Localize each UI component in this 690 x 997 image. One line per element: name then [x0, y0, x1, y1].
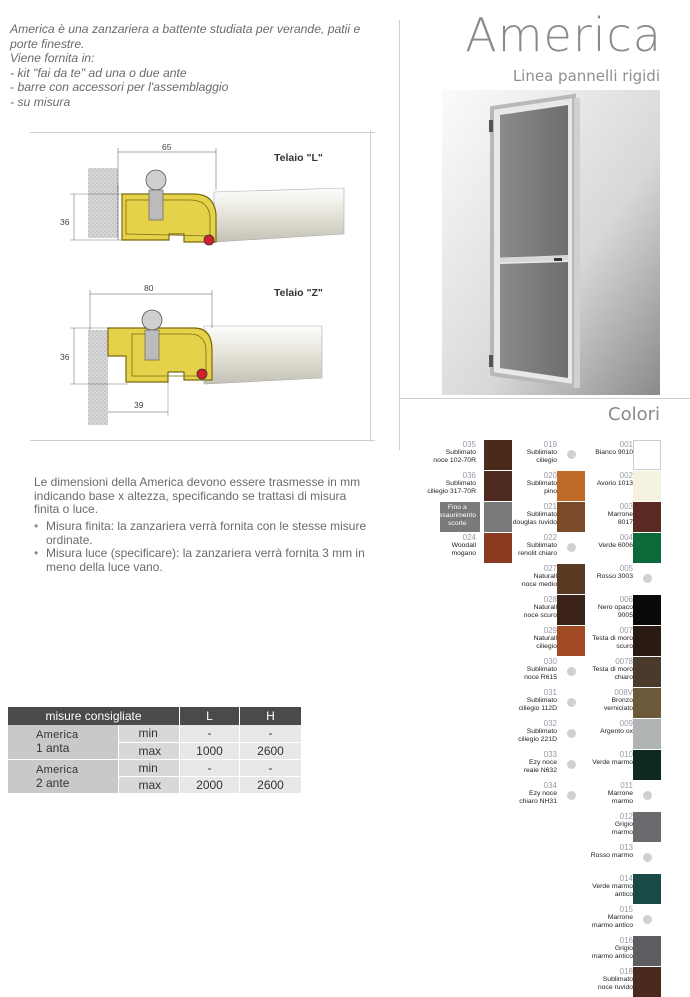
technical-drawing: [44, 130, 366, 440]
color-name: Sublimato noce 102-70R: [433, 449, 476, 464]
table-cell: -: [180, 759, 240, 776]
color-item: [529, 936, 633, 966]
color-item: [529, 502, 633, 532]
color-code: 032: [543, 719, 557, 728]
color-name: Sublimato noce R615: [524, 666, 557, 681]
recommended-measures-table: [8, 707, 302, 794]
color-name: Ezy noce chiaro NH31: [519, 790, 557, 805]
table-cell: 2000: [180, 776, 240, 793]
divider: [399, 20, 400, 450]
dimensions-paragraph: Le dimensioni della America devono essere trasmesse in mm indicando base x altezza, specificando se trattasi di misura finita o luce.: [34, 475, 361, 516]
color-name: Verde marmo antico: [592, 883, 633, 898]
color-item: [529, 626, 633, 656]
color-name: Sublimato renolit chiaro: [518, 542, 557, 557]
table-cell: 2600: [240, 776, 302, 793]
color-swatch: [633, 750, 661, 780]
door-photo: [442, 90, 660, 395]
color-swatch: [633, 440, 661, 470]
color-item: [529, 843, 633, 873]
color-code: 031: [543, 688, 557, 697]
color-code: 028: [543, 595, 557, 604]
color-name: Fino a esaurimento scorte: [438, 504, 476, 527]
profile-drawing: [44, 130, 366, 440]
table-cell: -: [240, 725, 302, 742]
color-code: 003: [619, 502, 633, 511]
color-code: 016: [619, 936, 633, 945]
product-name-cell: [8, 725, 118, 759]
l-width-dimension: 65: [162, 142, 172, 152]
color-name: Ezy noce reale N632: [523, 759, 557, 774]
color-swatch: [633, 874, 661, 904]
table-row: [8, 725, 302, 742]
divider: [400, 398, 690, 399]
intro-list-item: - su misura: [10, 94, 71, 109]
color-item: [526, 471, 633, 501]
color-name: Naturall noce medio: [521, 573, 557, 588]
divider: [30, 440, 375, 441]
colori-title: Colori: [608, 404, 660, 425]
color-code: 013: [619, 843, 633, 852]
color-swatch: [633, 502, 661, 532]
color-code: 034: [543, 781, 557, 790]
intro-text: [10, 22, 390, 109]
color-item: [529, 967, 633, 997]
color-code: 004: [619, 533, 633, 542]
color-name: Bianco 9010: [595, 449, 633, 456]
color-code: 033: [543, 750, 557, 759]
bullet-misura-finita: • Misura finita: la zanzariera verrà fornita con le stesse misure ordinate.: [34, 520, 374, 547]
color-code: 011: [620, 781, 633, 790]
product-variant: 1 anta: [36, 741, 70, 756]
color-name: Verde marmo: [592, 759, 633, 766]
color-name: Marrone marmo: [607, 790, 633, 805]
color-item: [529, 750, 633, 780]
color-code: 005: [619, 564, 633, 573]
color-code: 007: [619, 626, 633, 635]
color-name: Woodall mogano: [451, 542, 476, 557]
color-name: Marrone 8017: [607, 511, 633, 526]
color-swatch: [633, 595, 661, 625]
color-name: Sublimato ciliegio: [526, 449, 557, 464]
color-item: [526, 440, 633, 470]
color-code: 018: [619, 967, 633, 976]
color-code: 019: [543, 440, 557, 449]
color-name: Naturall ciliegio: [533, 635, 557, 650]
color-item: [529, 905, 633, 935]
table-cell: -: [180, 725, 240, 742]
intro-list-item: - barre con accessori per l'assemblaggio: [10, 80, 229, 94]
color-name: Rosso marmo: [590, 852, 633, 859]
page-title: America: [465, 8, 662, 62]
table-header-cell: H: [240, 707, 302, 725]
table-cell: 2600: [240, 742, 302, 759]
color-item: [529, 595, 633, 625]
color-item: [529, 812, 633, 842]
color-code: 021: [543, 502, 557, 511]
color-unavailable-dot: [643, 574, 652, 583]
color-swatch: [633, 471, 661, 501]
z-height-dimension: 36: [60, 352, 70, 362]
color-item: [529, 781, 633, 811]
product-name: America: [36, 763, 79, 776]
table-header-row: [8, 707, 302, 725]
color-name: Verde 6006: [598, 542, 633, 549]
product-name-cell: [8, 759, 118, 793]
divider: [370, 130, 371, 440]
color-code: 030: [543, 657, 557, 666]
color-code: 002: [619, 471, 633, 480]
color-unavailable-dot: [643, 791, 652, 800]
color-unavailable-dot: [643, 915, 652, 924]
color-code: 035: [462, 440, 476, 449]
color-code: 029: [543, 626, 557, 635]
color-item: [529, 657, 633, 687]
color-name: Testa di moro chiaro: [592, 666, 633, 681]
telaio-l-label: Telaio "L": [274, 152, 323, 164]
color-swatch: [633, 719, 661, 749]
color-swatch: [633, 626, 661, 656]
color-name: Nero opaco 9005: [597, 604, 633, 619]
color-code: 010: [619, 750, 633, 759]
color-item: [529, 564, 633, 594]
table-cell: min: [118, 725, 180, 742]
color-item: [529, 533, 633, 563]
l-height-dimension: 36: [60, 217, 70, 227]
table-cell: 1000: [180, 742, 240, 759]
color-code: 006: [619, 595, 633, 604]
telaio-z-label: Telaio "Z": [274, 287, 323, 299]
measure-options-list: [34, 520, 374, 574]
color-code: 008V: [614, 688, 633, 697]
color-code: 0078: [615, 657, 633, 666]
color-swatch: [633, 688, 661, 718]
table-row: [8, 759, 302, 776]
color-name: Rosso 3003: [596, 573, 633, 580]
color-name: Bronzo verniciato: [603, 697, 633, 712]
color-code: 036: [462, 471, 476, 480]
color-name: Grigio marmo: [611, 821, 633, 836]
color-name: Grigio marmo antico: [591, 945, 633, 960]
table-cell: -: [240, 759, 302, 776]
table-header-cell: misure consigliate: [8, 707, 180, 725]
color-name: Sublimato ciliegio 112D: [518, 697, 557, 712]
table-cell: max: [118, 776, 180, 793]
z-bottom-dimension: 39: [134, 400, 144, 410]
intro-line: porte finestre.: [10, 36, 85, 51]
color-code: 022: [543, 533, 557, 542]
color-swatch: [633, 533, 661, 563]
table-cell: min: [118, 759, 180, 776]
color-name: Marrone marmo antico: [591, 914, 633, 929]
color-item: [529, 688, 633, 718]
color-name: Sublimato pino: [526, 480, 557, 495]
product-name: America: [36, 729, 79, 742]
color-code: 020: [543, 471, 557, 480]
color-item: [529, 874, 633, 904]
color-name: Avorio 1013: [596, 480, 633, 487]
color-name: Argento ox: [600, 728, 633, 735]
color-swatch: [633, 812, 661, 842]
color-name: Sublimato ciliegio 221D: [518, 728, 557, 743]
color-name: Sublimato douglas ruvido: [512, 511, 557, 526]
color-unavailable-dot: [643, 853, 652, 862]
page-subtitle: Linea pannelli rigidi: [512, 67, 660, 85]
color-code: 024: [462, 533, 476, 542]
color-item: [529, 719, 633, 749]
intro-list-item: - kit "fai da te" ad una o due ante: [10, 65, 187, 80]
color-swatch: [633, 657, 661, 687]
color-name: Sublimato noce ruvido: [597, 976, 633, 991]
bullet-misura-luce: • Misura luce (specificare): la zanzariera verrà fornita 3 mm in meno della luce vano.: [34, 547, 374, 574]
color-code: 027: [543, 564, 557, 573]
table-header-cell: L: [180, 707, 240, 725]
intro-line: America è una zanzariera a battente studiata per verande, patii e: [10, 22, 361, 36]
color-code: 014: [619, 874, 633, 883]
color-code: 012: [619, 812, 633, 821]
color-name: Testa di moro scuro: [592, 635, 633, 650]
color-swatch: [633, 967, 661, 997]
color-swatch: [633, 936, 661, 966]
color-code: 009: [619, 719, 633, 728]
z-width-dimension: 80: [144, 283, 154, 293]
product-variant: 2 ante: [36, 775, 70, 790]
color-code: 001: [619, 440, 633, 449]
color-name: Sublimato ciliegio 317-70R: [427, 480, 476, 495]
intro-line: Viene fornita in:: [10, 51, 95, 65]
color-name: Naturall noce scuro: [523, 604, 557, 619]
table-cell: max: [118, 742, 180, 759]
color-code: 015: [619, 905, 633, 914]
